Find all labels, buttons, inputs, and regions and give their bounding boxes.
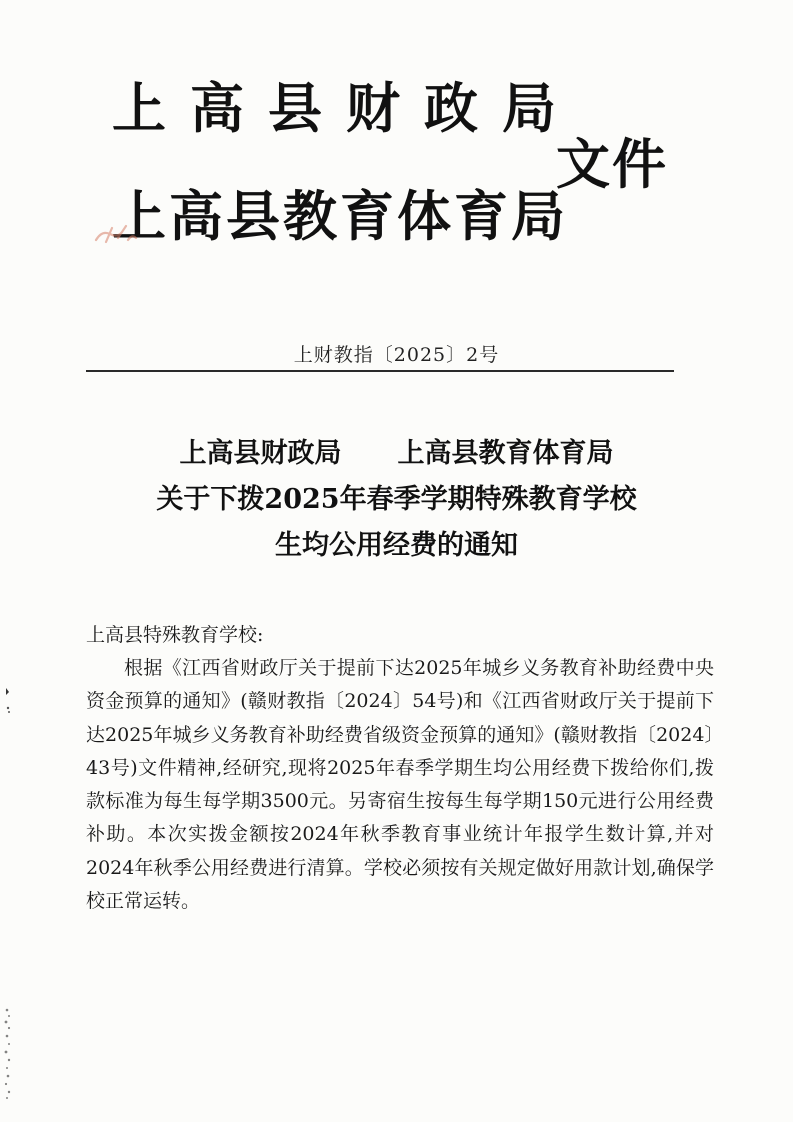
title-issuer-education: 上高县教育体育局 (397, 438, 614, 469)
title-line-2: 关于下拨2025年春季学期特殊教育学校 (156, 484, 637, 515)
salutation: 上高县特殊教育学校: (86, 624, 264, 646)
header-divider (86, 370, 674, 372)
document-type-label: 文件 (556, 133, 668, 196)
title-line-3: 生均公用经费的通知 (275, 530, 518, 561)
title-line-1 (0, 440, 793, 467)
issuer-name-finance-bureau: 上高县财政局 (112, 77, 580, 140)
stamp-trace-mark (92, 218, 140, 248)
binding-mark (4, 686, 12, 716)
title-issuer-finance: 上高县财政局 (179, 438, 342, 469)
body-paragraph: 根据《江西省财政厅关于提前下达2025年城乡义务教育补助经费中央资金预算的通知》(赣财教指〔2024〕54号)和《江西省财政厅关于提前下达2025年城乡义务教育补助经费省级资金预算的通知》(赣财教指〔2024〕43号)文件精神,经研究,现将2025年春季学期生均公用经费下拨给你们,拨款标准为每生每学期3500元。另寄宿生按每生每学期150元进行公用经费补助。本次实拨金额按2024年秋季教育事业统计年报学生数计算,并对2024年秋季公用经费进行清算。学校必须按有关规定做好用款计划,确保学校正常运转。 (86, 657, 714, 913)
document-number: 上财教指〔2025〕2号 (293, 344, 500, 366)
issuer-name-education-sports-bureau: 上高县教育体育局 (112, 185, 568, 248)
scan-edge-noise (3, 1006, 13, 1102)
